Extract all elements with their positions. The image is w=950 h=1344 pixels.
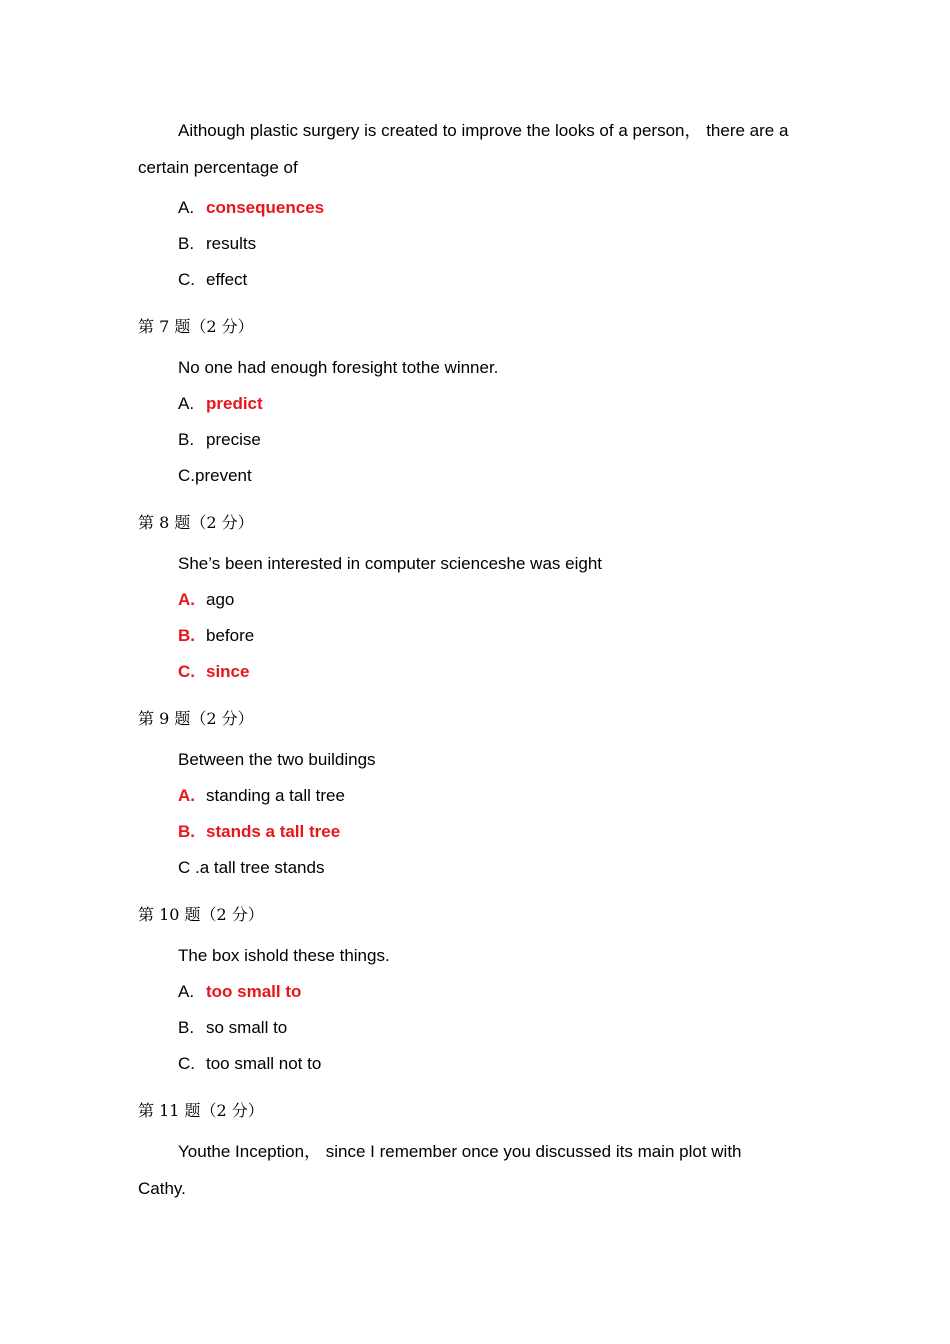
option-text: standing a tall tree (206, 786, 345, 805)
option-letter: B. (178, 1018, 195, 1037)
option-letter-correct: B. (178, 626, 195, 645)
question-11-stem-continued: Cathy. (138, 1179, 186, 1198)
option-text-correct: consequences (206, 198, 325, 217)
question-9-stem: Between the two buildings (178, 750, 376, 769)
question-6-stem-continued: certain percentage of (138, 158, 298, 177)
option-letter: A. (178, 394, 195, 413)
option-text-correct: stands a tall tree (206, 822, 341, 841)
option-letter-correct: A. (178, 786, 195, 805)
question-8-option-c (178, 661, 249, 683)
question-7-option-a (178, 393, 263, 415)
question-9-option-c: C .a tall tree stands (178, 858, 325, 877)
question-10-option-a (178, 981, 301, 1003)
question-7-heading: 第 7 题（2 分） (138, 317, 254, 336)
question-8-option-b (178, 625, 254, 647)
question-8-heading: 第 8 题（2 分） (138, 513, 254, 532)
option-text: results (206, 234, 257, 253)
question-11-stem: Youthe Inception， since I remember once you discussed its main plot with (178, 1142, 742, 1161)
question-9-heading: 第 9 题（2 分） (138, 709, 254, 728)
option-text: before (206, 626, 255, 645)
question-8-stem: She’s been interested in computer scienceshe was eight (178, 554, 602, 573)
question-10-heading: 第 10 题（2 分） (138, 905, 264, 924)
option-letter: C. (178, 1054, 195, 1073)
option-text: effect (206, 270, 248, 289)
option-text: so small to (206, 1018, 288, 1037)
question-6-option-a (178, 197, 324, 219)
option-letter: A. (178, 982, 195, 1001)
question-11-heading: 第 11 题（2 分） (138, 1101, 264, 1120)
question-9-option-a (178, 785, 345, 807)
question-9-option-b (178, 821, 340, 843)
option-text-correct: predict (206, 394, 263, 413)
question-6-option-b (178, 233, 256, 255)
question-7-option-c: C.prevent (178, 466, 252, 485)
option-letter: B. (178, 234, 195, 253)
question-6-option-c (178, 269, 247, 291)
option-text: ago (206, 590, 235, 609)
option-letter-correct: B. (178, 822, 195, 841)
option-text-correct: too small to (206, 982, 302, 1001)
question-10-stem: The box ishold these things. (178, 946, 390, 965)
question-7-option-b (178, 429, 261, 451)
option-letter: B. (178, 430, 195, 449)
question-6-stem: Aithough plastic surgery is created to improve the looks of a person， there are a (178, 121, 789, 140)
question-10-option-b (178, 1017, 287, 1039)
option-letter: C. (178, 270, 195, 289)
option-letter: A. (178, 198, 195, 217)
question-8-option-a (178, 589, 234, 611)
question-7-stem: No one had enough foresight tothe winner. (178, 358, 499, 377)
option-letter-correct: A. (178, 590, 195, 609)
option-text: precise (206, 430, 261, 449)
option-letter-correct: C. (178, 662, 195, 681)
option-text: too small not to (206, 1054, 322, 1073)
question-10-option-c (178, 1053, 321, 1075)
option-text-correct: since (206, 662, 250, 681)
